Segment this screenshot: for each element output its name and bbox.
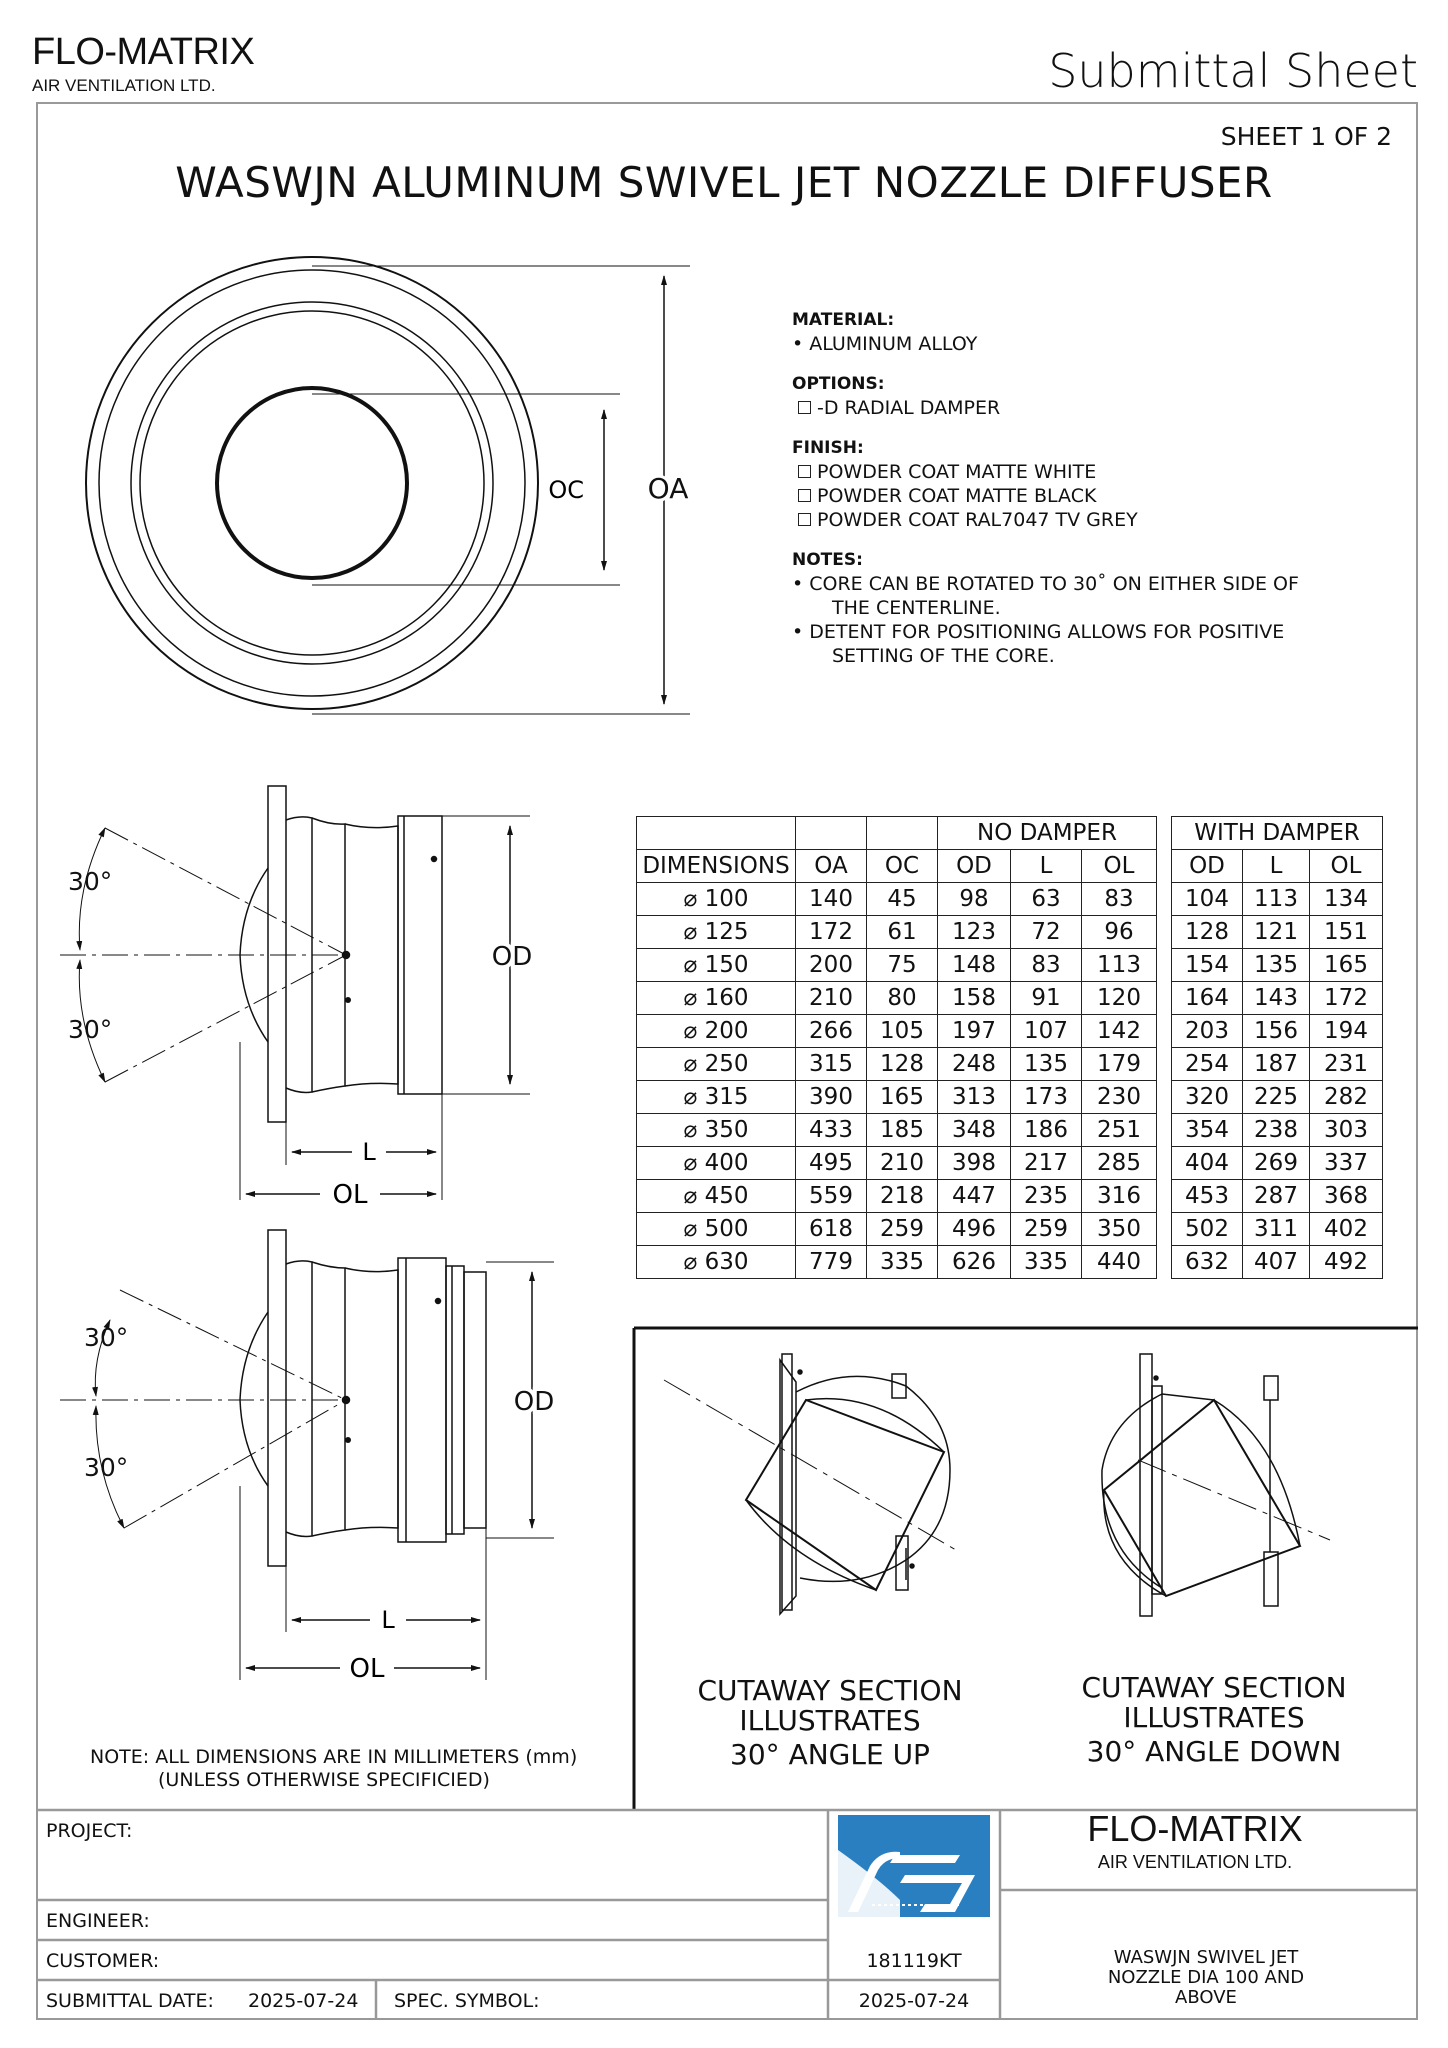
dimension-cell: OD: [938, 850, 1011, 883]
dimension-cell: 142: [1082, 1015, 1157, 1048]
dimension-cell: 404: [1172, 1147, 1243, 1180]
dimension-cell: 134: [1310, 883, 1383, 916]
dimension-cell: 96: [1082, 916, 1157, 949]
column-gap: [1157, 1081, 1172, 1114]
od-label-1: OD: [491, 942, 533, 972]
dimension-cell: OD: [1172, 850, 1243, 883]
dimension-cell: 390: [796, 1081, 867, 1114]
dimension-cell: 98: [938, 883, 1011, 916]
column-gap: [1157, 1048, 1172, 1081]
engineer-label: ENGINEER:: [46, 1910, 150, 1932]
no-damper-header: NO DAMPER: [938, 817, 1157, 850]
column-gap: [1157, 1147, 1172, 1180]
dimension-cell: 158: [938, 982, 1011, 1015]
dimension-cell: L: [1011, 850, 1082, 883]
note-rotation: • CORE CAN BE ROTATED TO 30˚ ON EITHER SIDE OF: [792, 573, 1299, 595]
product-description: [1000, 1948, 1412, 2008]
units-note: [90, 1746, 577, 1792]
angle-label-up-1: 30°: [68, 867, 113, 896]
table-row: [637, 1081, 1383, 1114]
dimension-cell: 559: [796, 1180, 867, 1213]
with-damper-header: WITH DAMPER: [1172, 817, 1383, 850]
dimension-cell: 185: [867, 1114, 938, 1147]
dimension-cell: 354: [1172, 1114, 1243, 1147]
table-row: [637, 916, 1383, 949]
caption-down-line2: ILLUSTRATES: [1123, 1701, 1305, 1734]
size-cell: ⌀ 150: [637, 949, 796, 982]
dimension-cell: OA: [796, 850, 867, 883]
dimension-cell: 63: [1011, 883, 1082, 916]
dimension-cell: 135: [1243, 949, 1310, 982]
dimension-cell: 151: [1310, 916, 1383, 949]
dimension-cell: 61: [867, 916, 938, 949]
dimension-cell: 165: [867, 1081, 938, 1114]
material-item: • ALUMINUM ALLOY: [792, 333, 978, 355]
dimension-cell: 179: [1082, 1048, 1157, 1081]
dimension-cell: 235: [1011, 1180, 1082, 1213]
front-view-drawing: [86, 257, 690, 714]
size-cell: ⌀ 125: [637, 916, 796, 949]
dimension-cell: 440: [1082, 1246, 1157, 1279]
table-row: [637, 1048, 1383, 1081]
dimension-cell: 315: [796, 1048, 867, 1081]
dimension-cell: 335: [867, 1246, 938, 1279]
dimension-cell: 316: [1082, 1180, 1157, 1213]
dimension-cell: 402: [1310, 1213, 1383, 1246]
spec-symbol-label: SPEC. SYMBOL:: [394, 1990, 540, 2012]
dimension-cell: 779: [796, 1246, 867, 1279]
dimension-cell: 218: [867, 1180, 938, 1213]
dimension-cell: 164: [1172, 982, 1243, 1015]
submittal-date-value: 2025-07-24: [248, 1990, 359, 2012]
oa-label: OA: [647, 472, 689, 505]
dimension-cell: 154: [1172, 949, 1243, 982]
sheet-type-title: Submittal Sheet: [1048, 44, 1418, 98]
job-code: 181119KT: [866, 1950, 962, 1972]
dimension-cell: 496: [938, 1213, 1011, 1246]
dimension-cell: 407: [1243, 1246, 1310, 1279]
caption-angle-down: [1064, 1673, 1364, 1767]
dimension-cell: 156: [1243, 1015, 1310, 1048]
dimension-cell: 123: [938, 916, 1011, 949]
ol-label-2: OL: [349, 1654, 385, 1684]
table-row: [637, 1147, 1383, 1180]
caption-up-line1: CUTAWAY SECTION: [697, 1674, 963, 1707]
cutaway-angle-down-drawing: [1102, 1354, 1330, 1616]
dimension-cell: OC: [867, 850, 938, 883]
finish-black-label: POWDER COAT MATTE BLACK: [817, 485, 1097, 507]
dimension-cell: 348: [938, 1114, 1011, 1147]
specification-notes: [792, 308, 1352, 684]
title-block-brand: [1000, 1808, 1390, 1873]
company-logo: [838, 1815, 990, 1917]
dimension-cell: 107: [1011, 1015, 1082, 1048]
table-row: [637, 1015, 1383, 1048]
dimension-cell: 313: [938, 1081, 1011, 1114]
dimension-cell: 282: [1310, 1081, 1383, 1114]
column-gap: [1157, 850, 1172, 883]
dimension-cell: 259: [867, 1213, 938, 1246]
dimension-cell: 121: [1243, 916, 1310, 949]
dimension-cell: 203: [1172, 1015, 1243, 1048]
dimension-cell: 398: [938, 1147, 1011, 1180]
dimension-cell: 140: [796, 883, 867, 916]
units-note-line2: (UNLESS OTHERWISE SPECIFICIED): [158, 1769, 490, 1791]
dimension-cell: 502: [1172, 1213, 1243, 1246]
size-cell: DIMENSIONS: [637, 850, 796, 883]
size-cell: ⌀ 250: [637, 1048, 796, 1081]
dimension-cell: 350: [1082, 1213, 1157, 1246]
dimension-cell: 492: [1310, 1246, 1383, 1279]
dimension-cell: 80: [867, 982, 938, 1015]
caption-down-line3: 30° ANGLE DOWN: [1086, 1735, 1342, 1768]
dimension-cell: 311: [1243, 1213, 1310, 1246]
finish-black-checkbox[interactable]: [798, 489, 811, 502]
dimension-cell: 254: [1172, 1048, 1243, 1081]
dimension-cell: 172: [1310, 982, 1383, 1015]
dimension-cell: 269: [1243, 1147, 1310, 1180]
dimension-cell: 231: [1310, 1048, 1383, 1081]
side-view-no-damper: [60, 786, 530, 1200]
dimension-cell: 618: [796, 1213, 867, 1246]
dimension-cell: 128: [867, 1048, 938, 1081]
dimension-cell: 113: [1082, 949, 1157, 982]
dimension-cell: 626: [938, 1246, 1011, 1279]
brand-name: FLO-MATRIX: [32, 31, 255, 73]
dimension-cell: 335: [1011, 1246, 1082, 1279]
dimension-cell: 135: [1011, 1048, 1082, 1081]
table-row: [637, 949, 1383, 982]
angle-label-down-1: 30°: [68, 1015, 113, 1044]
units-note-line1: NOTE: ALL DIMENSIONS ARE IN MILLIMETERS (mm): [90, 1746, 578, 1768]
table-row: [637, 883, 1383, 916]
column-gap: [1157, 1213, 1172, 1246]
description-line2: NOZZLE DIA 100 AND: [1107, 1967, 1305, 1988]
size-cell: ⌀ 315: [637, 1081, 796, 1114]
project-label: PROJECT:: [46, 1820, 133, 1842]
table-row: [637, 1213, 1383, 1246]
dimension-cell: 113: [1243, 883, 1310, 916]
dimension-cell: 337: [1310, 1147, 1383, 1180]
caption-up-line3: 30° ANGLE UP: [730, 1738, 930, 1771]
column-gap: [1157, 1114, 1172, 1147]
size-cell: ⌀ 400: [637, 1147, 796, 1180]
finish-grey-checkbox[interactable]: [798, 513, 811, 526]
dimension-cell: 143: [1243, 982, 1310, 1015]
l-label-2: L: [381, 1606, 395, 1634]
finish-grey-label: POWDER COAT RAL7047 TV GREY: [817, 509, 1138, 531]
description-line3: ABOVE: [1175, 1987, 1237, 2008]
finish-white-checkbox[interactable]: [798, 465, 811, 478]
caption-up-line2: ILLUSTRATES: [739, 1704, 921, 1737]
caption-angle-up: [680, 1676, 980, 1770]
dimension-cell: 105: [867, 1015, 938, 1048]
dimension-cell: OL: [1310, 850, 1383, 883]
column-gap: [1157, 1015, 1172, 1048]
size-cell: ⌀ 100: [637, 883, 796, 916]
table-row: [637, 982, 1383, 1015]
dimension-cell: 251: [1082, 1114, 1157, 1147]
oc-label: OC: [548, 476, 584, 504]
dimension-cell: 75: [867, 949, 938, 982]
dimension-cell: 172: [796, 916, 867, 949]
table-row: [637, 1114, 1383, 1147]
options-heading: OPTIONS:: [792, 374, 885, 394]
dimension-cell: 186: [1011, 1114, 1082, 1147]
dimension-cell: 148: [938, 949, 1011, 982]
column-gap: [1157, 1180, 1172, 1213]
dimension-cell: 194: [1310, 1015, 1383, 1048]
table-group-header-row: [637, 817, 1383, 850]
dimension-cell: 238: [1243, 1114, 1310, 1147]
dimension-cell: 320: [1172, 1081, 1243, 1114]
size-cell: ⌀ 630: [637, 1246, 796, 1279]
angle-label-up-2: 30°: [84, 1323, 129, 1352]
table-row: [637, 1180, 1383, 1213]
notes-heading: NOTES:: [792, 550, 863, 570]
dimension-cell: 287: [1243, 1180, 1310, 1213]
finish-heading: FINISH:: [792, 438, 864, 458]
brand-subtitle: AIR VENTILATION LTD.: [32, 76, 216, 95]
dimension-cell: 368: [1310, 1180, 1383, 1213]
column-gap: [1157, 883, 1172, 916]
dimension-cell: 187: [1243, 1048, 1310, 1081]
option-checkbox[interactable]: [798, 401, 811, 414]
dimension-cell: 217: [1011, 1147, 1082, 1180]
dimension-cell: 210: [867, 1147, 938, 1180]
size-cell: ⌀ 200: [637, 1015, 796, 1048]
dimension-cell: 259: [1011, 1213, 1082, 1246]
material-heading: MATERIAL:: [792, 310, 895, 330]
dimension-cell: 104: [1172, 883, 1243, 916]
title-block-brand-name: FLO-MATRIX: [1087, 1808, 1303, 1849]
column-gap: [1157, 1246, 1172, 1279]
dimension-cell: 285: [1082, 1147, 1157, 1180]
cutaway-angle-up-drawing: [664, 1354, 956, 1614]
ol-label-1: OL: [332, 1180, 368, 1210]
note-detent: • DETENT FOR POSITIONING ALLOWS FOR POSITIVE: [792, 621, 1285, 643]
size-cell: ⌀ 350: [637, 1114, 796, 1147]
dimension-cell: 72: [1011, 916, 1082, 949]
submittal-date-label: SUBMITTAL DATE:: [46, 1990, 214, 2012]
table-row: [637, 1246, 1383, 1279]
dimension-cell: 173: [1011, 1081, 1082, 1114]
dimension-cell: 120: [1082, 982, 1157, 1015]
size-cell: ⌀ 450: [637, 1180, 796, 1213]
dimension-cell: 165: [1310, 949, 1383, 982]
dimension-cell: 197: [938, 1015, 1011, 1048]
dimension-cell: 225: [1243, 1081, 1310, 1114]
dimension-cell: 83: [1011, 949, 1082, 982]
dimension-cell: 632: [1172, 1246, 1243, 1279]
dimension-cell: L: [1243, 850, 1310, 883]
dimension-cell: 128: [1172, 916, 1243, 949]
dimension-cell: 91: [1011, 982, 1082, 1015]
dimension-cell: 433: [796, 1114, 867, 1147]
document-date: 2025-07-24: [858, 1990, 970, 2012]
customer-label: CUSTOMER:: [46, 1950, 160, 1972]
document-title: WASWJN ALUMINUM SWIVEL JET NOZZLE DIFFUSER: [175, 158, 1273, 207]
dimensions-table: [636, 816, 1383, 1279]
size-cell: ⌀ 160: [637, 982, 796, 1015]
side-view-with-damper: [60, 1230, 554, 1680]
column-gap: [1157, 982, 1172, 1015]
note-rotation-cont: THE CENTERLINE.: [832, 597, 1001, 619]
table-header-row: [637, 850, 1383, 883]
dimension-cell: 495: [796, 1147, 867, 1180]
option-damper-label: -D RADIAL DAMPER: [817, 397, 1001, 419]
dimension-cell: 83: [1082, 883, 1157, 916]
angle-label-down-2: 30°: [84, 1453, 129, 1482]
dimension-cell: 45: [867, 883, 938, 916]
dimension-cell: 230: [1082, 1081, 1157, 1114]
dimension-cell: 303: [1310, 1114, 1383, 1147]
title-block-brand-sub: AIR VENTILATION LTD.: [1097, 1852, 1293, 1872]
column-gap: [1157, 916, 1172, 949]
column-gap: [1157, 949, 1172, 982]
dimension-cell: 200: [796, 949, 867, 982]
od-label-2: OD: [513, 1387, 555, 1417]
finish-white-label: POWDER COAT MATTE WHITE: [817, 461, 1097, 483]
caption-down-line1: CUTAWAY SECTION: [1081, 1671, 1347, 1704]
dimension-cell: 266: [796, 1015, 867, 1048]
dimension-cell: 248: [938, 1048, 1011, 1081]
dimension-cell: 453: [1172, 1180, 1243, 1213]
sheet-number: SHEET 1 OF 2: [1220, 122, 1392, 151]
note-detent-cont: SETTING OF THE CORE.: [832, 645, 1055, 667]
dimension-cell: 447: [938, 1180, 1011, 1213]
l-label-1: L: [362, 1138, 376, 1166]
description-line1: WASWJN SWIVEL JET: [1113, 1947, 1299, 1968]
size-cell: ⌀ 500: [637, 1213, 796, 1246]
dimension-cell: OL: [1082, 850, 1157, 883]
dimension-cell: 210: [796, 982, 867, 1015]
